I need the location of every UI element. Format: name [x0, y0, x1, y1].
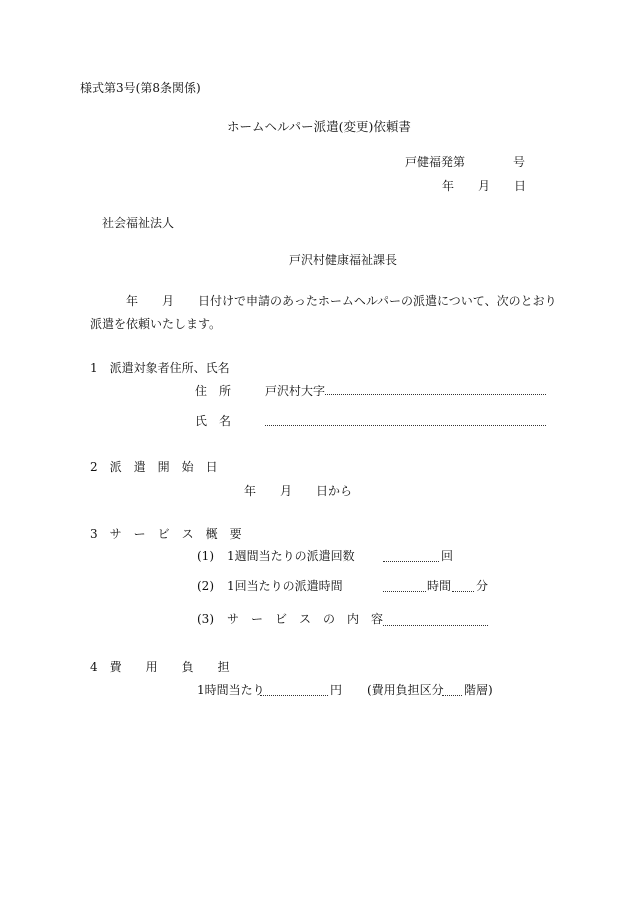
service-content-field[interactable] [383, 625, 488, 626]
recipient-label: 社会福祉法人 [102, 216, 175, 230]
name-label: 氏 名 [195, 414, 232, 428]
body-text-line-2: 派遣を依頼いたします。 [90, 317, 222, 331]
issue-date: 年 月 日 [442, 179, 527, 193]
minutes-unit: 分 [476, 579, 489, 593]
section-2-heading: 2 派 遣 開 始 日 [90, 460, 218, 474]
yen-unit: 円 [330, 683, 343, 697]
item-1-number: (1) [197, 549, 214, 563]
section-4-heading: 4 費 用 負 担 [90, 660, 230, 674]
name-field[interactable] [265, 425, 546, 426]
minutes-field[interactable] [452, 591, 474, 592]
address-prefix: 戸沢村大字 [265, 384, 326, 398]
address-label: 住 所 [195, 384, 232, 398]
item-2-label: 1回当たりの派遣時間 [227, 579, 343, 593]
hours-field[interactable] [383, 591, 426, 592]
item-1-label: 1週間当たりの派遣回数 [227, 549, 355, 563]
hours-unit: 時間 [427, 579, 452, 593]
document-title: ホームヘルパー派遣(変更)依頼書 [227, 119, 411, 134]
address-field[interactable] [325, 394, 546, 395]
item-2-number: (2) [197, 579, 214, 593]
cost-class-unit: 階層) [464, 683, 493, 697]
item-3-label: サ ー ビ ス の 内 容 [227, 612, 384, 626]
hourly-rate-label: 1時間当たり [197, 683, 265, 697]
body-text-line-1: 年 月 日付けで申請のあったホームヘルパーの派遣について、次のとおり [126, 294, 557, 308]
reference-number: 戸健福発第 号 [405, 155, 526, 169]
sender-title: 戸沢村健康福祉課長 [289, 253, 398, 267]
form-label: 様式第3号(第8条関係) [80, 81, 201, 95]
hourly-rate-field[interactable] [260, 695, 328, 696]
cost-class-field[interactable] [442, 695, 462, 696]
cost-class-label: (費用負担区分 [367, 683, 444, 697]
visit-count-unit: 回 [441, 549, 454, 563]
start-date: 年 月 日から [244, 484, 353, 498]
section-1-heading: 1 派遣対象者住所、氏名 [90, 361, 230, 375]
visit-count-field[interactable] [383, 561, 439, 562]
item-3-number: (3) [197, 612, 214, 626]
section-3-heading: 3 サ ー ビ ス 概 要 [90, 527, 242, 541]
